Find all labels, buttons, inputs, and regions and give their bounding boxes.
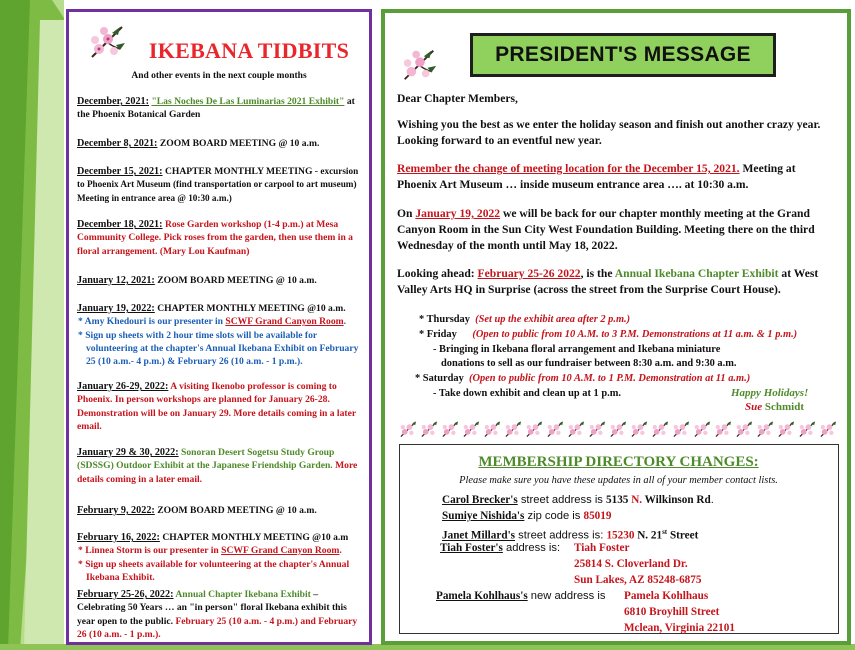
signature: Sue Schmidt	[745, 401, 804, 413]
event-december-8	[77, 137, 367, 150]
greeting: Dear Chapter Members,	[397, 92, 518, 105]
membership-title: MEMBERSHIP DIRECTORY CHANGES:	[478, 454, 759, 470]
paragraph-january-meeting: On January 19, 2022 we will be back for our chapter monthly meeting at the Grand Canyon Room in the Sun City West Foundation Building. Meeting there on the third Wednesday of the month until May 18, 2022.	[397, 207, 815, 252]
event-february-9	[77, 504, 367, 517]
blossom-divider-icon	[651, 419, 670, 439]
carol-brecker-entry: Carol Brecker's street address is 5135 N. Wilkinson Rd.	[442, 494, 714, 506]
luminarias-exhibit-link[interactable]: "Las Noches De Las Luminarias 2021 Exhibit"	[151, 96, 345, 107]
event-text: Rose Garden workshop (1-4 p.m.) at Mesa Community College. Pick roses from the garden, then use them in a floral arrangement. (Mary Lou Kaufman)	[77, 219, 353, 257]
event-text: ZOOM BOARD MEETING @ 10 a.m.	[157, 275, 317, 286]
schedule-saturday: * Saturday (Open to public from 10 A.M. to 1 P.M. Demonstration at 11 a.m.)	[415, 373, 751, 384]
presidents-message-panel	[381, 9, 851, 645]
blossom-divider-icon	[546, 419, 565, 439]
event-january-29	[77, 446, 367, 486]
paragraph-wishes: Wishing you the best as we enter the holiday season and finish out another crazy year. Looking forward to an eventful new year.	[397, 118, 821, 147]
event-text: Annual Chapter Ikebana Exhibit	[175, 589, 311, 600]
event-times: February 25 (10 a.m. - 4 p.m.) and February 26 (10 a.m. - 1 p.m.).	[77, 615, 358, 640]
pamela-kohlhaus-address-city: Mclean, Virginia 22101	[624, 622, 735, 634]
event-january-26	[77, 380, 367, 433]
event-text: CHAPTER MONTHLY MEETING @10 a.m.	[157, 303, 346, 314]
presidents-message-title: PRESIDENT'S MESSAGE	[470, 33, 776, 77]
event-date: February 16, 2022:	[77, 532, 160, 543]
schedule-friday: * Friday (Open to public from 10 A.M. to 3 P.M. Demonstrations at 11 a.m. & 1 p.m.)	[419, 329, 798, 340]
tiah-foster-address-city: Sun Lakes, AZ 85248-6875	[574, 574, 702, 586]
blossom-divider-icon	[462, 419, 481, 439]
pamela-kohlhaus-address-street: 6810 Broyhill Street	[624, 606, 720, 618]
pamela-kohlhaus-address-name: Pamela Kohlhaus	[624, 590, 709, 602]
event-date: January 29 & 30, 2022:	[77, 447, 179, 458]
blossom-divider-icon	[399, 419, 418, 439]
grand-canyon-room-link[interactable]: SCWF Grand Canyon Room	[221, 545, 340, 557]
tiah-foster-address-street: 25814 S. Cloverland Dr.	[574, 558, 688, 570]
blossom-divider-icon	[441, 419, 460, 439]
schedule-saturday-sub: - Take down exhibit and clean up at 1 p.m.	[433, 388, 621, 399]
blossom-divider-icon	[756, 419, 775, 439]
event-december-15	[77, 165, 367, 205]
event-february-25: February 25-26, 2022: Annual Chapter Ikebana Exhibit – Celebrating 50 Years … an "in person" floral Ikebana exhibit this year open to the public. February 25 (10 a.m. - 4 p.m.) and February 26 (10 a.m. - 1 p.m.).	[77, 589, 358, 640]
ikebana-tidbits-title: IKEBANA TIDBITS	[148, 38, 350, 63]
event-date: December 15, 2021:	[77, 166, 163, 177]
janet-millard-entry: Janet Millard's street address is: 15230 N. 21st Street	[442, 528, 699, 542]
event-text: at the Phoenix Botanical Garden	[77, 96, 355, 121]
event-december-2021	[77, 95, 367, 122]
blossom-divider-icon	[693, 419, 712, 439]
event-february-16	[77, 531, 367, 584]
event-text: ZOOM BOARD MEETING @ 10 a.m.	[159, 138, 320, 149]
blossom-divider-icon	[609, 419, 628, 439]
event-date: January 26-29, 2022:	[77, 381, 169, 392]
event-detail: excursion to Phoenix Art Museum (find transportation or carpool to art museum) Meeting in entrance area @ 10:30 a.m.)	[77, 166, 359, 203]
happy-holidays: Happy Holidays!	[731, 387, 809, 399]
event-date: December 8, 2021:	[77, 138, 158, 149]
schedule-friday-sub1: - Bringing in Ikebana floral arrangement and Ikebana miniature	[433, 344, 721, 355]
blossom-divider-icon	[567, 419, 586, 439]
blossom-divider-row	[399, 419, 839, 441]
event-date: January 12, 2021:	[77, 275, 155, 286]
event-text: A visiting Ikenobo professor is coming to Phoenix. In person workshops are planned for January 26-28. Demonstration will be on January 29. More details coming in a later email.	[77, 381, 356, 432]
cherry-blossom-icon	[86, 19, 128, 63]
event-more: More details coming in a later email.	[77, 460, 358, 485]
blossom-divider-icon	[819, 419, 838, 439]
event-bullet: * Sign up sheets available for volunteering at the chapter's Annual Ikebana Exhibit.	[78, 558, 350, 583]
membership-subtitle: Please make sure you have these updates in all of your member contact lists.	[459, 475, 778, 486]
cherry-blossom-icon	[399, 42, 439, 86]
membership-directory-box	[399, 444, 839, 634]
schedule-thursday: * Thursday (Set up the exhibit area after 2 p.m.)	[419, 314, 631, 325]
event-date: January 19, 2022:	[77, 303, 155, 314]
event-text: ZOOM BOARD MEETING @ 10 a.m.	[157, 505, 317, 516]
event-bullet: * Amy Khedouri is our presenter in SCWF Grand Canyon Room.	[78, 316, 347, 328]
green-decorative-band	[0, 0, 64, 650]
tiah-foster-entry: Tiah Foster's address is:	[440, 542, 561, 554]
blossom-divider-icon	[588, 419, 607, 439]
grand-canyon-room-link[interactable]: SCWF Grand Canyon Room	[225, 316, 344, 328]
paragraph-meeting-location: Remember the change of meeting location for the December 15, 2021. Meeting at Phoenix Art Museum … inside museum entrance area …. at 10:30 a.m.	[397, 162, 796, 191]
event-date: December, 2021:	[77, 96, 150, 107]
event-december-18	[77, 218, 367, 258]
blossom-divider-icon	[777, 419, 796, 439]
blossom-divider-icon	[714, 419, 733, 439]
event-date: December 18, 2021:	[77, 219, 163, 230]
blossom-divider-icon	[735, 419, 754, 439]
blossom-divider-icon	[483, 419, 502, 439]
event-bullet: * Sign up sheets with 2 hour time slots will be available for volunteering at the chapter's Annual Ikebana Exhibit on February 25 (10 a.m.- 4 p.m.) & February 26 (10 a.m. - 1 p.m.).	[78, 329, 359, 368]
pamela-kohlhaus-entry: Pamela Kohlhaus's new address is	[436, 590, 606, 602]
event-january-12	[77, 274, 367, 287]
blossom-divider-icon	[630, 419, 649, 439]
blossom-divider-icon	[798, 419, 817, 439]
blossom-divider-icon	[420, 419, 439, 439]
ikebana-tidbits-panel	[66, 9, 372, 645]
event-text: CHAPTER MONTHLY MEETING @10 a.m	[162, 532, 349, 543]
event-date: February 25-26, 2022:	[77, 589, 174, 600]
blossom-divider-icon	[504, 419, 523, 439]
event-january-19	[77, 302, 367, 368]
tiah-foster-address-name: Tiah Foster	[574, 542, 630, 554]
event-text: Sonoran Desert Sogetsu Study Group (SDSSG) Outdoor Exhibit at the Japanese Friendship Garden.	[77, 447, 335, 472]
event-date: February 9, 2022:	[77, 505, 155, 516]
blossom-divider-icon	[672, 419, 691, 439]
schedule-friday-sub2: donations to sell as our fundraiser between 8:30 a.m. and 9:30 a.m.	[441, 358, 737, 369]
sumiye-nishida-entry: Sumiye Nishida's zip code is 85019	[442, 510, 612, 522]
tidbits-subtitle: And other events in the next couple months	[131, 71, 307, 81]
blossom-divider-icon	[525, 419, 544, 439]
event-text: CHAPTER MONTHLY MEETING -	[164, 166, 319, 177]
paragraph-looking-ahead: Looking ahead: February 25-26 2022, is the Annual Ikebana Chapter Exhibit at West Valley Arts HQ in Surprise (across the street from the Surprise Court House).	[397, 267, 819, 296]
event-bullet: * Linnea Storm is our presenter in SCWF Grand Canyon Room.	[78, 545, 342, 557]
